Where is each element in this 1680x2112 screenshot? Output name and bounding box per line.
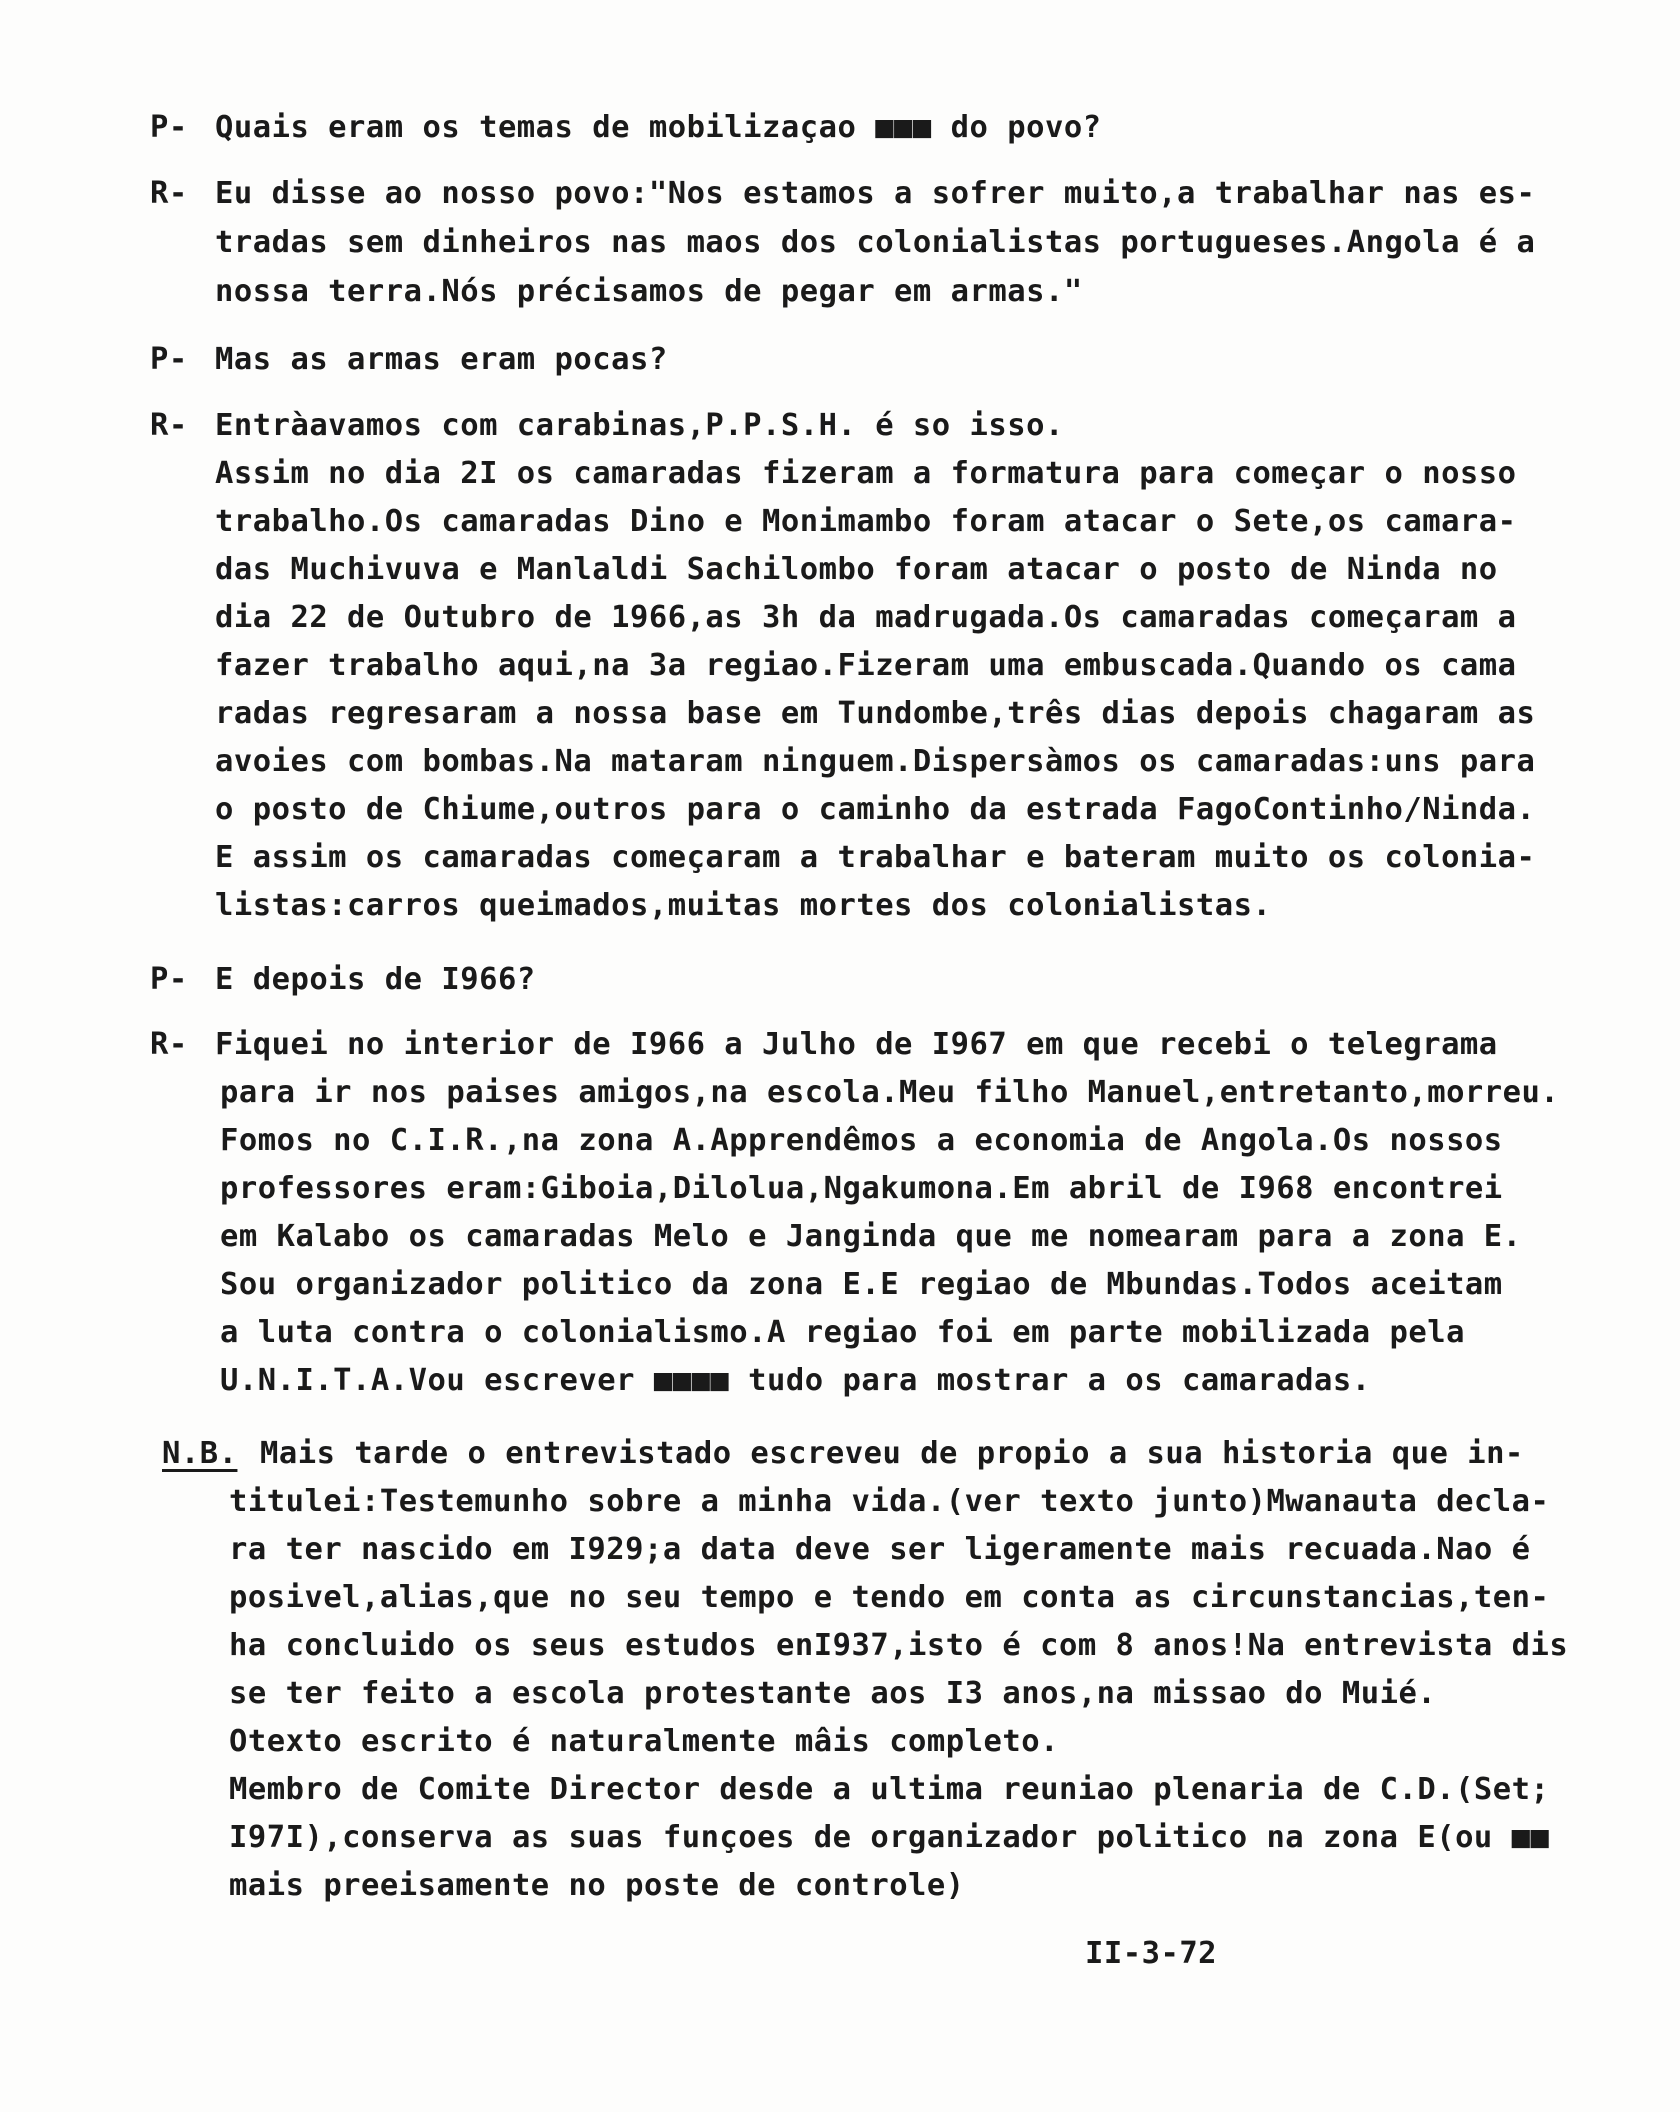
text-line: professores eram:Giboia,Dilolua,Ngakumona.Em abril de I968 encontrei xyxy=(220,1171,1503,1206)
text-line: das Muchivuva e Manlaldi Sachilombo foram atacar o posto de Ninda no xyxy=(215,552,1498,587)
text-line: ha concluido os seus estudos enI937,isto é com 8 anos!Na entrevista dis xyxy=(229,1628,1569,1663)
note-marker: N.B. xyxy=(162,1436,238,1471)
document-date: II-3-72 xyxy=(1085,1936,1218,1971)
question-marker: P- xyxy=(150,342,188,377)
text-line: se ter feito a escola protestante aos I3 anos,na missao do Muié. xyxy=(229,1676,1437,1711)
text-line: E depois de I966? xyxy=(215,962,536,997)
text-line: o posto de Chiume,outros para o caminho da estrada FagoContinho/Ninda. xyxy=(215,792,1536,827)
text-line: mais preeisamente no poste de controle) xyxy=(229,1868,965,1903)
text-line: Fiquei no interior de I966 a Julho de I967 em que recebi o telegrama xyxy=(215,1027,1498,1062)
answer-marker: R- xyxy=(150,408,188,443)
text-line: Quais eram os temas de mobilizaçao ■■■ do povo? xyxy=(215,110,1102,145)
text-line: dia 22 de Outubro de 1966,as 3h da madrugada.Os camaradas começaram a xyxy=(215,600,1517,635)
text-line: avoies com bombas.Na mataram ninguem.Dispersàmos os camaradas:uns para xyxy=(215,744,1536,779)
question-marker: P- xyxy=(150,962,188,997)
answer-marker: R- xyxy=(150,1027,188,1062)
text-line: titulei:Testemunho sobre a minha vida.(ver texto junto)Mwanauta decla- xyxy=(229,1484,1550,1519)
text-line: Membro de Comite Director desde a ultima reuniao plenaria de C.D.(Set; xyxy=(229,1772,1550,1807)
text-line: Assim no dia 2I os camaradas fizeram a formatura para começar o nosso xyxy=(215,456,1517,491)
text-line: tradas sem dinheiros nas maos dos colonialistas portugueses.Angola é a xyxy=(215,225,1536,260)
text-line: trabalho.Os camaradas Dino e Monimambo foram atacar o Sete,os camara- xyxy=(215,504,1517,539)
text-line: posivel,alias,que no seu tempo e tendo em conta as circunstancias,ten- xyxy=(229,1580,1550,1615)
question-marker: P- xyxy=(150,110,188,145)
text-line: Fomos no C.I.R.,na zona A.Apprendêmos a economia de Angola.Os nossos xyxy=(220,1123,1503,1158)
answer-marker: R- xyxy=(150,176,188,211)
text-line: para ir nos paises amigos,na escola.Meu filho Manuel,entretanto,morreu. xyxy=(220,1075,1560,1110)
text-line: a luta contra o colonialismo.A regiao foi em parte mobilizada pela xyxy=(220,1315,1465,1350)
text-line: Mais tarde o entrevistado escreveu de propio a sua historia que in- xyxy=(260,1436,1524,1471)
text-line: E assim os camaradas começaram a trabalhar e bateram muito os colonia- xyxy=(215,840,1536,875)
text-line: I97I),conserva as suas funçoes de organizador politico na zona E(ou ■■ xyxy=(229,1820,1550,1855)
text-line: radas regresaram a nossa base em Tundombe,três dias depois chagaram as xyxy=(215,696,1536,731)
text-line: Otexto escrito é naturalmente mâis completo. xyxy=(229,1724,1059,1759)
text-line: fazer trabalho aqui,na 3a regiao.Fizeram uma embuscada.Quando os cama xyxy=(215,648,1517,683)
text-line: U.N.I.T.A.Vou escrever ■■■■ tudo para mostrar a os camaradas. xyxy=(220,1363,1371,1398)
text-line: listas:carros queimados,muitas mortes dos colonialistas. xyxy=(215,888,1272,923)
text-line: ra ter nascido em I929;a data deve ser ligeramente mais recuada.Nao é xyxy=(229,1532,1531,1567)
text-line: Entràavamos com carabinas,P.P.S.H. é so isso. xyxy=(215,408,1064,443)
text-line: Eu disse ao nosso povo:"Nos estamos a sofrer muito,a trabalhar nas es- xyxy=(215,176,1536,211)
text-line: em Kalabo os camaradas Melo e Janginda que me nomearam para a zona E. xyxy=(220,1219,1522,1254)
text-line: Mas as armas eram pocas? xyxy=(215,342,668,377)
text-line: nossa terra.Nós précisamos de pegar em armas." xyxy=(215,274,1083,309)
text-line: Sou organizador politico da zona E.E regiao de Mbundas.Todos aceitam xyxy=(220,1267,1503,1302)
